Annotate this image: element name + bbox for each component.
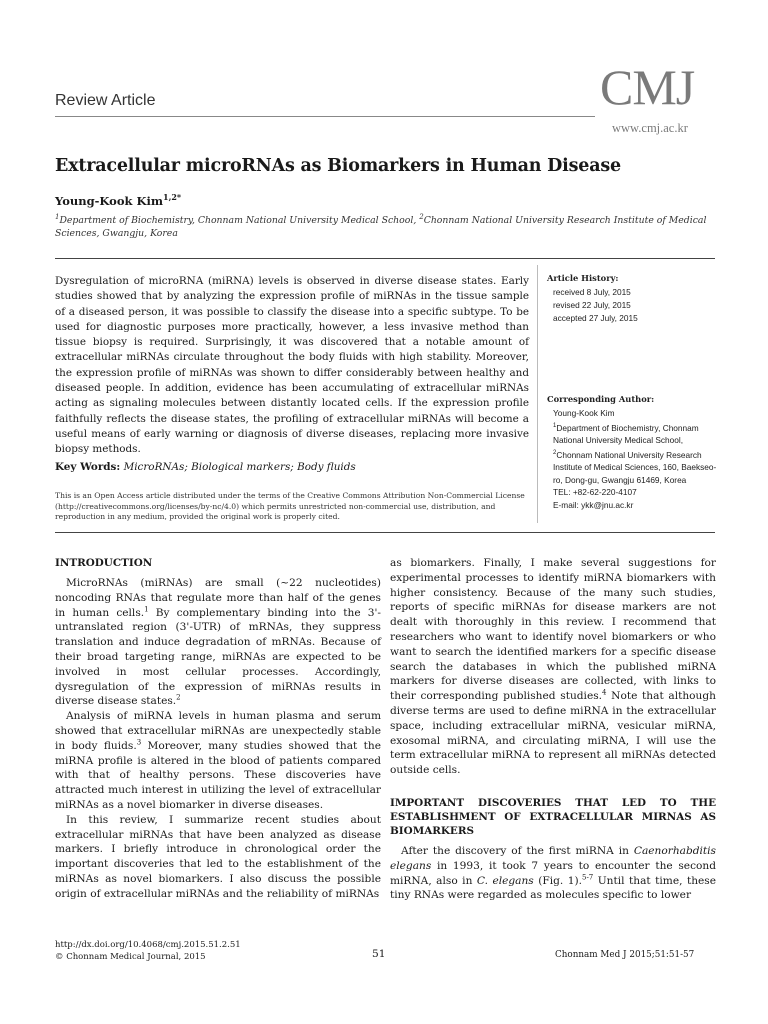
abstract-top-rule [55,258,715,259]
section-label: Review Article [55,92,156,109]
article-title: Extracellular microRNAs as Biomarkers in Human Disease [55,156,621,176]
p4-text-b: Note that although diverse terms are used to define miRNA in the extracellular space, including extracellular miRNA, vesicular miRNA, exosomal miRNA, and circulating miRNA, I will use the term extracellular miRNA to represent all miRNAs detected outside cells. [390,690,716,777]
open-access-notice: This is an Open Access article distributed under the terms of the Creative Commons Attribution Non-Commercial License (http://creativecommons.org/licenses/by-nc/4.0) which permits unrestricted non-commercial use, distribution, and reproduction in any medium, provided the original work is properly cited. [55,491,525,521]
species-name-1: Caenorhabditis elegans [390,844,716,872]
body-column-left [55,556,381,902]
corr-email[interactable]: E-mail: ykk@jnu.ac.kr [553,499,634,510]
abstract: Dysregulation of microRNA (miRNA) levels is observed in diverse disease states. Early studies showed that by analyzing the expression profile of miRNAs in the tissue sample of a diseased person, it was possible to classify the disease into a specific subtype. To be used for diagnostic purposes more practically, however, a less invasive method than tissue biopsy is required. Surprisingly, it was discovered that a notable amount of extracellular miRNAs circulate throughout the body fluids with high stability. Moreover, the expression profile of miRNAs was shown to differ considerably between healthy and diseased people. In addition, evidence has been accumulating of extracellular miRNAs acting as signaling molecules between distantly located cells. If the expression profile faithfully reflects the disease states, the profiling of extracellular miRNAs will become a useful means of early warning or diagnosis of diverse diseases, replacing more invasive biopsy methods. [55,275,529,456]
ref-3[interactable]: 3 [136,738,142,747]
intro-paragraph-1 [55,576,381,709]
p5-text-d: Until that time, these tiny RNAs were regarded as molecules specific to lower [390,874,717,902]
history-heading: Article History: [547,273,619,283]
header-divider [55,116,595,117]
corr-dept-2: Chonnam National University Research Institute of Medical Sciences, 160, Baekseo-ro, Dong-gu, Gwangju 61469, Korea [553,449,717,485]
p5-text-b: in 1993, it took 7 years to encounter the second miRNA, also in [390,859,716,887]
copyright: © Chonnam Medical Journal, 2015 [55,951,206,962]
species-name-2: C. elegans [476,874,534,887]
p2-text-a: Analysis of miRNA levels in human plasma and serum showed that extracellular miRNAs are unexpectedly stable in body fluids. [55,710,381,752]
doi-link[interactable]: http://dx.doi.org/10.4068/cmj.2015.51.2.51 [55,940,241,950]
history-accepted: accepted 27 July, 2015 [553,313,638,323]
article-history [553,286,638,325]
corresponding-author [553,407,723,511]
history-received: received 8 July, 2015 [553,287,631,297]
affil-2: Chonnam National University Research Institute of Medical Sciences, Gwangju, Korea [55,215,707,240]
journal-logo: CMJ [600,59,695,115]
history-revised: revised 22 July, 2015 [553,300,631,310]
intro-paragraph-3: In this review, I summarize recent studies about extracellular miRNAs that have been analyzed as disease markers. I briefly introduce in chronological order the important discoveries that led to the establishment of the miRNAs as novel biomarkers. I also discuss the possible origin of extracellular miRNAs and the reliability of miRNAs [55,813,381,900]
author-name: Young-Kook Kim [55,193,164,208]
corr-name: Young-Kook Kim [553,408,615,418]
intro-heading: INTRODUCTION [55,557,153,569]
affil-1: Department of Biochemistry, Chonnam National University Medical School, [59,215,420,227]
abstract-bottom-rule [55,532,715,533]
p2-text-b: Moreover, many studies showed that the miRNA profile is altered in the blood of patients compared with that of healthy persons. These discoveries have attracted much interest in utilizing the level of extracellular miRNAs as a novel biomarker in diverse diseases. [55,739,381,811]
p5-text-c: (Fig. 1). [533,874,582,887]
journal-citation: Chonnam Med J 2015;51:51-57 [555,950,695,960]
author-marks: 1,2* [163,192,182,202]
corr-mark-1: 1 [553,422,557,429]
section2-paragraph-1 [390,844,716,903]
p5-text-a: After the discovery of the first miRNA in [401,844,634,857]
abstract-column-divider [537,265,538,523]
corresponding-heading: Corresponding Author: [547,394,655,404]
ref-1[interactable]: 1 [144,605,149,614]
journal-site-link[interactable]: www.cmj.ac.kr [612,121,688,135]
body-column-right [390,556,716,903]
author [55,192,181,208]
keywords [55,461,529,473]
affil-mark-2: 2 [419,213,424,221]
corr-mark-2: 2 [553,449,557,456]
p1-text-b: By complementary binding into the 3'-untranslated region (3'-UTR) of mRNAs, they suppress translation and induce degradation of mRNAs. Because of their broad targeting range, miRNAs are expected to be involved in most cellular processes. Accordingly, dysregulation of the expression of miRNAs results in diverse disease states. [55,606,381,708]
corr-tel: TEL: +82-62-220-4107 [553,487,637,498]
intro-paragraph-2 [55,709,381,813]
corr-dept-1: Department of Biochemistry, Chonnam National University Medical School, [553,422,699,445]
keywords-label: Key Words: [55,461,121,473]
page-number: 51 [372,948,386,960]
ref-4[interactable]: 4 [602,688,607,697]
keywords-value: MicroRNAs; Biological markers; Body fluids [123,461,356,473]
affil-mark-1: 1 [55,213,60,221]
section2-heading: IMPORTANT DISCOVERIES THAT LED TO THE ESTABLISHMENT OF EXTRACELLULAR MIRNAS AS BIOMARKERS [390,796,716,837]
p1-text-a: MicroRNAs (miRNAs) are small (~22 nucleotides) noncoding RNAs that regulate more than half of the genes in human cells. [55,577,381,619]
p4-text-a: as biomarkers. Finally, I make several suggestions for experimental processes to identify miRNA biomarkers with higher consistency. Because of the many such studies, reports of specific miRNAs for disease markers are not dealt with thoroughly in this review. I recommend that researchers who want to identify novel biomarkers or who want to search the identified markers for a specific disease search the databases in which the published miRNA markers for diverse diseases are collected, with links to their corresponding published studies. [390,557,716,703]
intro-paragraph-3-cont [390,556,716,778]
affiliation [55,211,715,240]
ref-5-7[interactable]: 5-7 [581,873,594,882]
ref-2[interactable]: 2 [176,693,181,702]
footer-left [55,940,241,963]
